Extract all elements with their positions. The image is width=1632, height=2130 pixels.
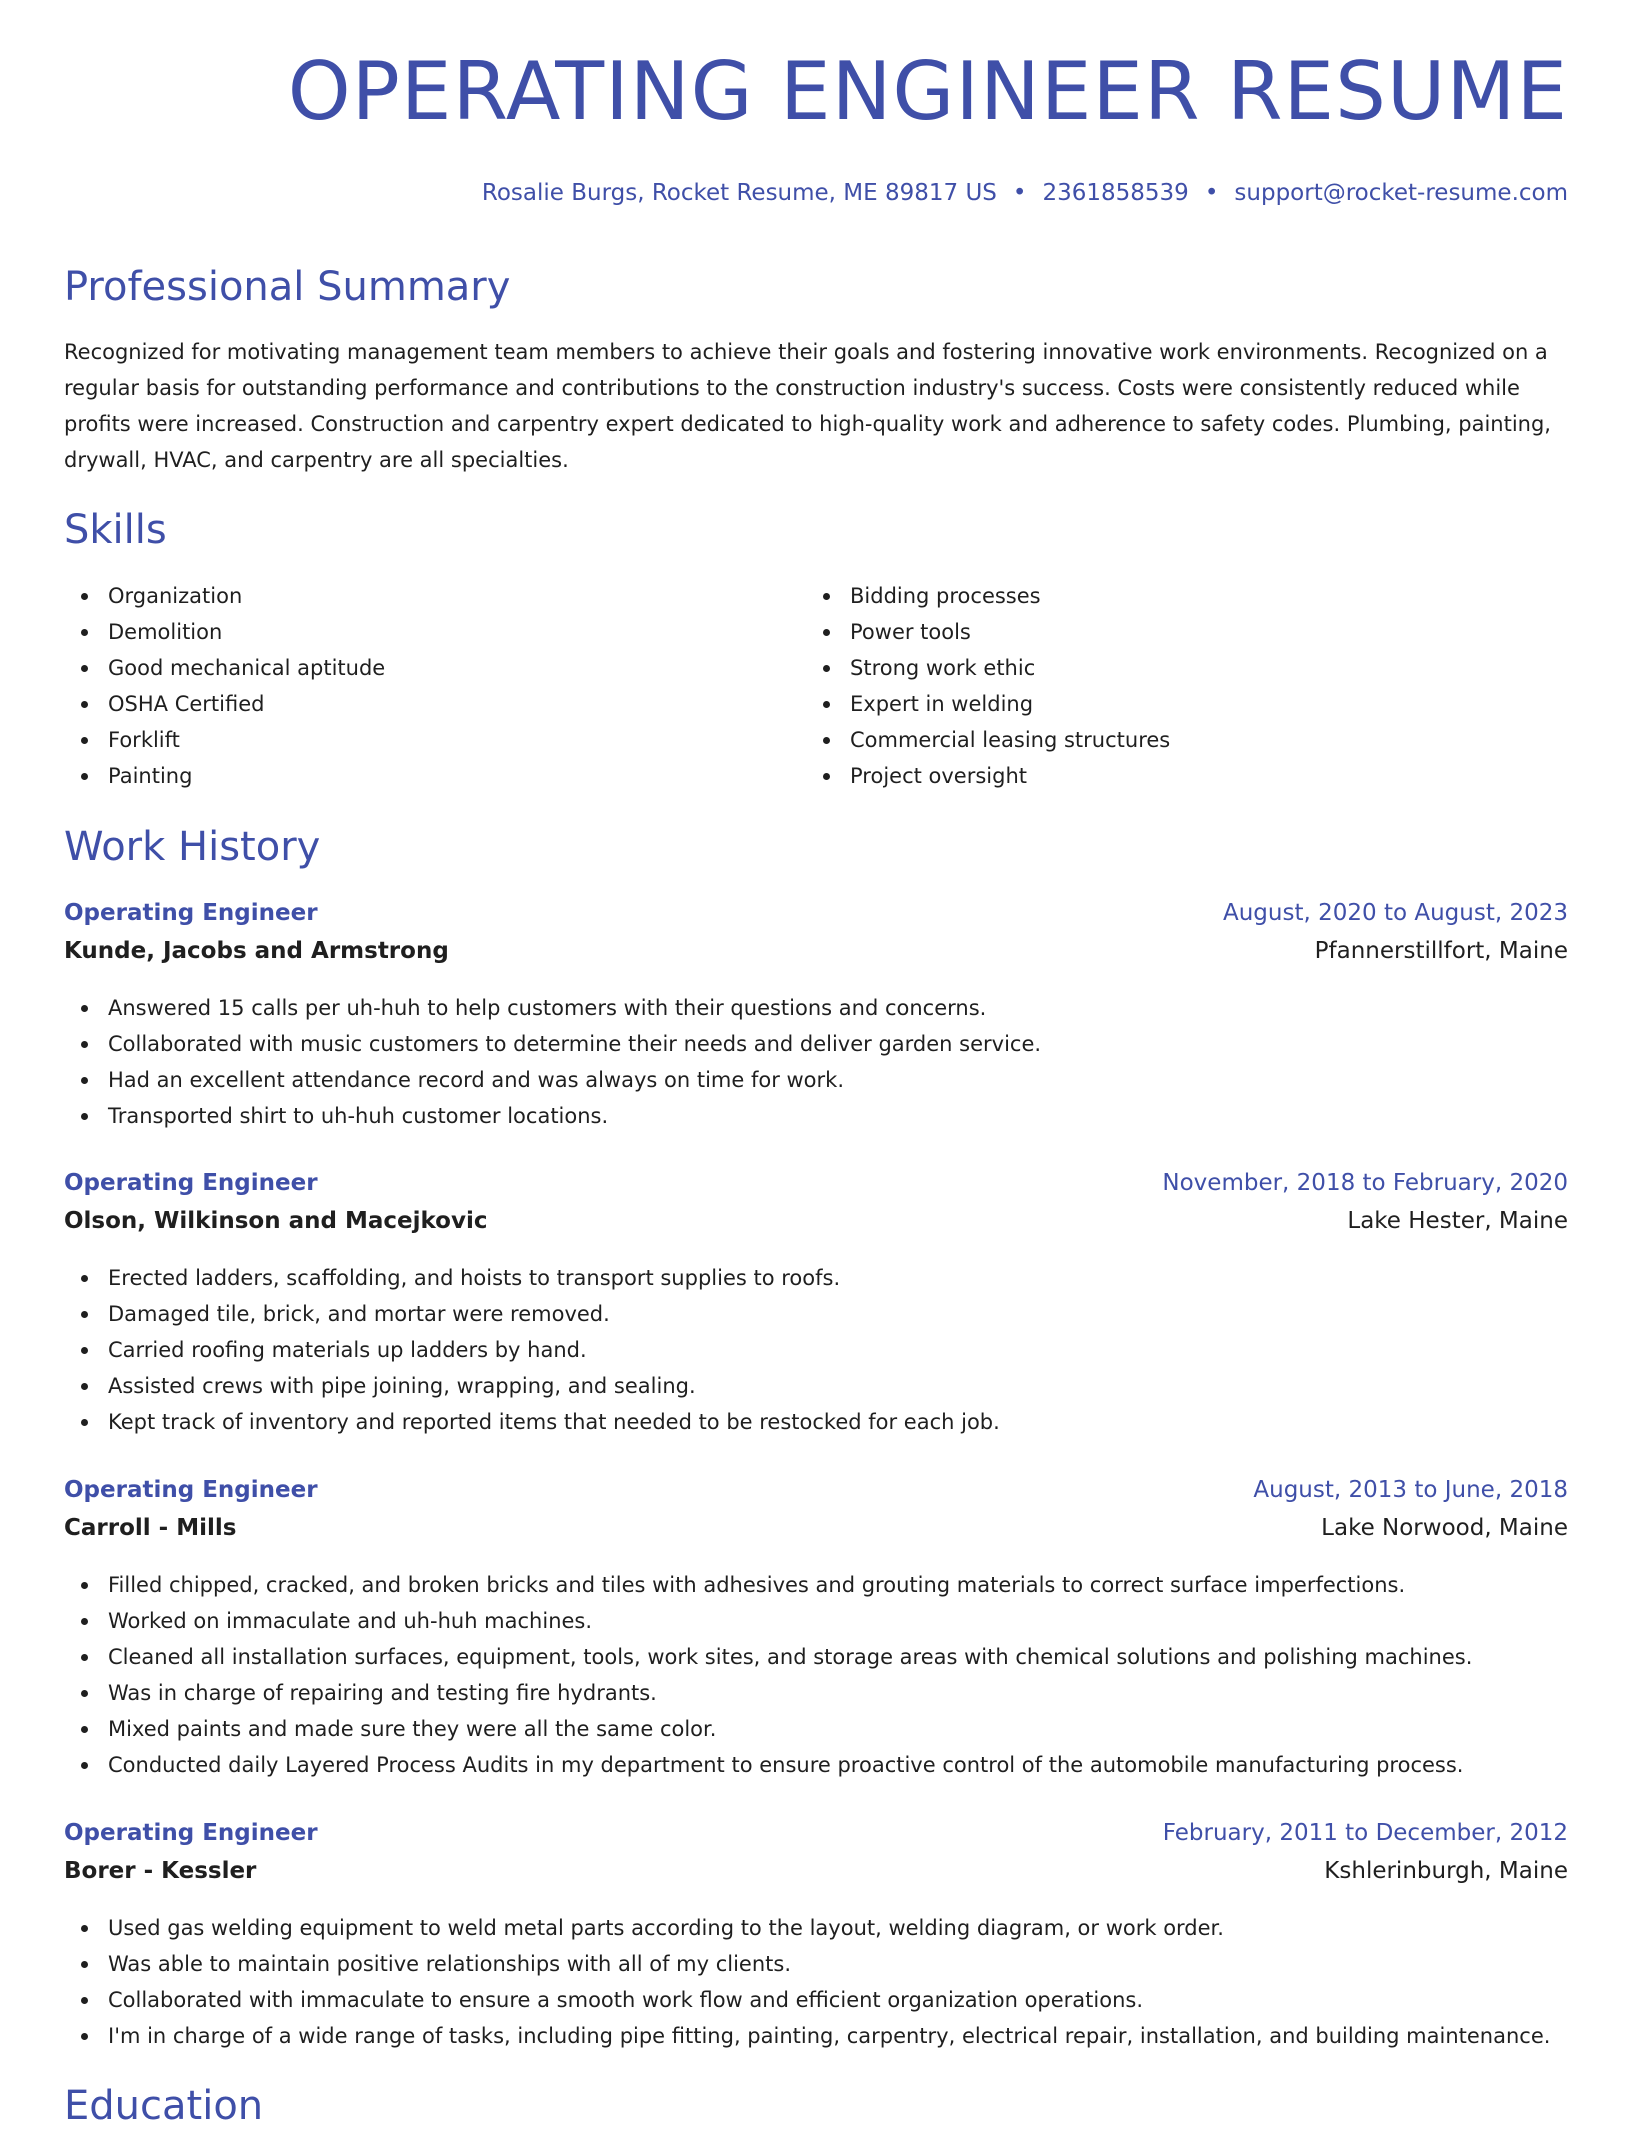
job-duties-list — [64, 1910, 1568, 2054]
job-dates: August, 2020 to August, 2023 — [1223, 900, 1568, 926]
job-duty: Collaborated with music customers to determine their needs and deliver garden service. — [64, 1026, 1568, 1062]
skills-column-left — [64, 578, 385, 794]
skill-item: Strong work ethic — [806, 650, 1170, 686]
skill-item: Bidding processes — [806, 578, 1170, 614]
job-company-row — [64, 1858, 1568, 1896]
summary-text: Recognized for motivating management team members to achieve their goals and fostering innovative work environments. Recognized on a regular basis for outstanding performance and contributions to the construction industry's success. Costs were consistently reduced while profits were increased. Construction and carpentry expert dedicated to high-quality work and adherence to safety codes. Plumbing, painting, drywall, HVAC, and carpentry are all specialties. — [64, 340, 1551, 472]
job-location: Lake Hester, Maine — [1347, 1208, 1568, 1234]
contact-address: Rosalie Burgs, Rocket Resume, ME 89817 US — [481, 180, 997, 206]
job-duty: Conducted daily Layered Process Audits in my department to ensure proactive control of the automobile manufacturing process. — [64, 1747, 1568, 1783]
skill-item: Expert in welding — [806, 686, 1170, 722]
job-dates: November, 2018 to February, 2020 — [1162, 1170, 1568, 1196]
job-title: Operating Engineer — [64, 1477, 318, 1503]
job-entry — [64, 1170, 1568, 1440]
job-duty: Filled chipped, cracked, and broken bricks and tiles with adhesives and grouting materials to correct surface imperfections. — [64, 1567, 1568, 1603]
skill-item: Project oversight — [806, 758, 1170, 794]
resume-title: OPERATING ENGINEER RESUME — [287, 45, 1568, 138]
skill-item: Good mechanical aptitude — [64, 650, 385, 686]
job-dates: February, 2011 to December, 2012 — [1162, 1820, 1568, 1846]
job-duty: Kept track of inventory and reported items that needed to be restocked for each job. — [64, 1404, 1568, 1440]
job-title: Operating Engineer — [64, 1170, 318, 1196]
work-history-heading: Work History — [64, 824, 321, 870]
contact-phone: 2361858539 — [1042, 180, 1189, 206]
job-entry — [64, 1477, 1568, 1783]
contact-separator: • — [1204, 180, 1219, 206]
job-header-row — [64, 1170, 1568, 1208]
job-dates: August, 2013 to June, 2018 — [1253, 1477, 1568, 1503]
job-duty: Had an excellent attendance record and was always on time for work. — [64, 1062, 1568, 1098]
job-company: Borer - Kessler — [64, 1858, 257, 1884]
skills-list-right — [806, 578, 1170, 794]
job-title: Operating Engineer — [64, 900, 318, 926]
job-duty: Collaborated with immaculate to ensure a smooth work flow and efficient organization operations. — [64, 1982, 1568, 2018]
job-duty: Was in charge of repairing and testing fire hydrants. — [64, 1675, 1568, 1711]
contact-email[interactable]: support@rocket-resume.com — [1234, 180, 1568, 206]
skills-heading: Skills — [64, 507, 167, 553]
job-duties-list — [64, 1567, 1568, 1783]
job-duty: Was able to maintain positive relationships with all of my clients. — [64, 1946, 1568, 1982]
job-entry — [64, 900, 1568, 1134]
job-duties-list — [64, 1260, 1568, 1440]
skill-item: Commercial leasing structures — [806, 722, 1170, 758]
job-duty: Assisted crews with pipe joining, wrapping, and sealing. — [64, 1368, 1568, 1404]
skill-item: Power tools — [806, 614, 1170, 650]
job-location: Kshlerinburgh, Maine — [1324, 1858, 1568, 1884]
job-duties-list — [64, 990, 1568, 1134]
job-header-row — [64, 1477, 1568, 1515]
job-company: Olson, Wilkinson and Macejkovic — [64, 1208, 488, 1234]
skill-item: Forklift — [64, 722, 385, 758]
job-duty: Cleaned all installation surfaces, equipment, tools, work sites, and storage areas with chemical solutions and polishing machines. — [64, 1639, 1568, 1675]
job-location: Lake Norwood, Maine — [1321, 1515, 1568, 1541]
job-location: Pfannerstillfort, Maine — [1314, 938, 1568, 964]
job-duty: Answered 15 calls per uh-huh to help customers with their questions and concerns. — [64, 990, 1568, 1026]
contact-line — [482, 180, 1568, 208]
contact-separator: • — [1012, 180, 1027, 206]
skill-item: Demolition — [64, 614, 385, 650]
job-company: Carroll - Mills — [64, 1515, 237, 1541]
job-duty: I'm in charge of a wide range of tasks, including pipe fitting, painting, carpentry, electrical repair, installation, and building maintenance. — [64, 2018, 1568, 2054]
job-duty: Erected ladders, scaffolding, and hoists to transport supplies to roofs. — [64, 1260, 1568, 1296]
job-duty: Carried roofing materials up ladders by hand. — [64, 1332, 1568, 1368]
job-duty: Worked on immaculate and uh-huh machines. — [64, 1603, 1568, 1639]
job-company-row — [64, 1515, 1568, 1553]
education-heading: Education — [64, 2083, 264, 2129]
job-duty: Mixed paints and made sure they were all the same color. — [64, 1711, 1568, 1747]
skill-item: Painting — [64, 758, 385, 794]
skill-item: OSHA Certified — [64, 686, 385, 722]
job-duty: Damaged tile, brick, and mortar were removed. — [64, 1296, 1568, 1332]
skills-column-right — [806, 578, 1170, 794]
job-duty: Transported shirt to uh-huh customer locations. — [64, 1098, 1568, 1134]
job-duty: Used gas welding equipment to weld metal parts according to the layout, welding diagram, or work order. — [64, 1910, 1568, 1946]
job-header-row — [64, 1820, 1568, 1858]
skill-item: Organization — [64, 578, 385, 614]
job-header-row — [64, 900, 1568, 938]
job-company-row — [64, 1208, 1568, 1246]
job-company: Kunde, Jacobs and Armstrong — [64, 938, 449, 964]
summary-heading: Professional Summary — [64, 264, 511, 310]
job-entry — [64, 1820, 1568, 2054]
job-company-row — [64, 938, 1568, 976]
skills-list-left — [64, 578, 385, 794]
job-title: Operating Engineer — [64, 1820, 318, 1846]
